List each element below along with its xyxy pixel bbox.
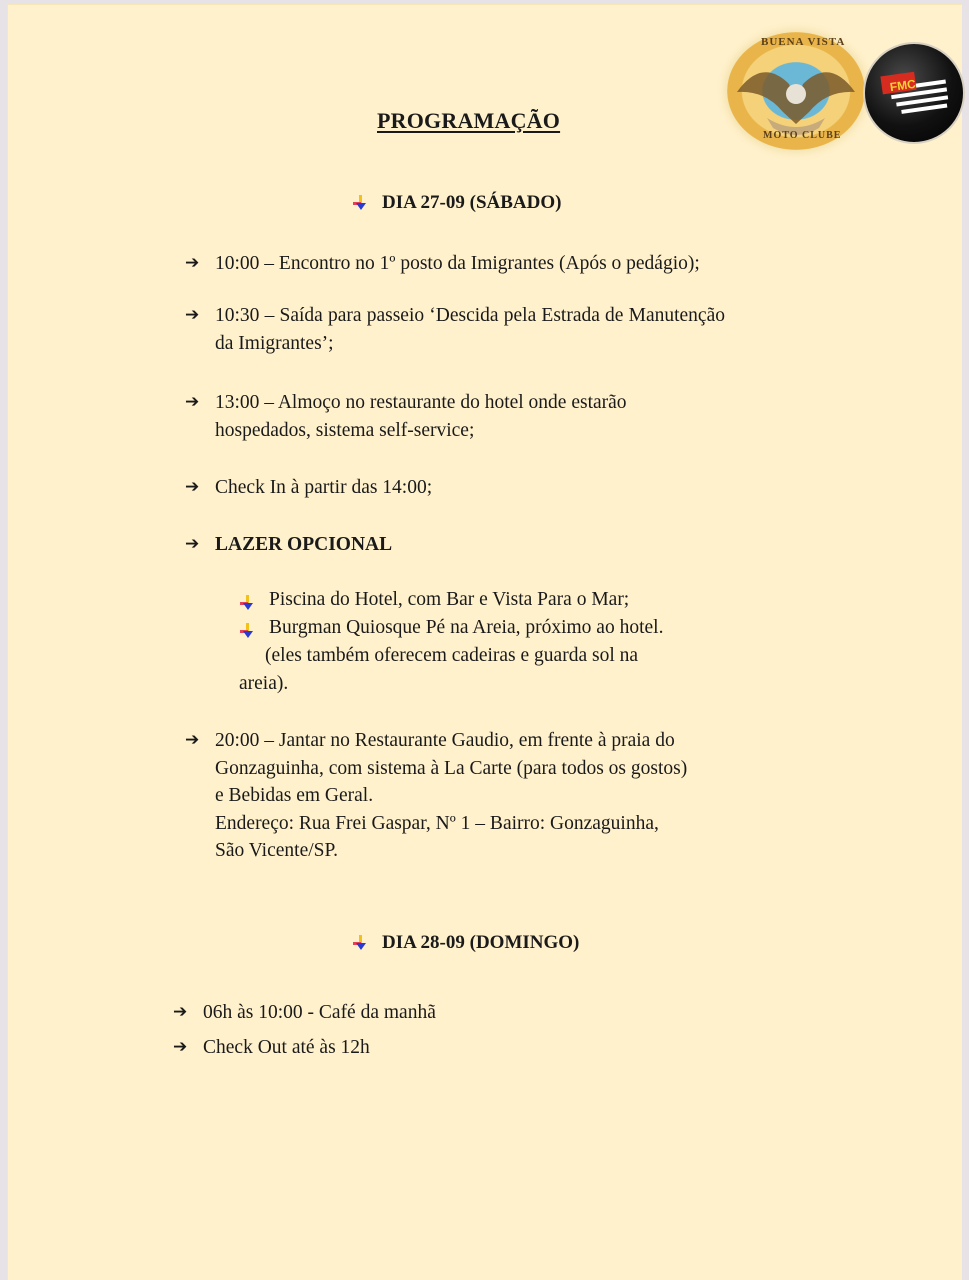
arrow-right-icon: ➔ xyxy=(173,1037,188,1057)
leisure-note-line: (eles também oferecem cadeiras e guarda sol na xyxy=(265,645,639,666)
schedule-item xyxy=(173,999,673,1027)
schedule-item-text: 10:30 – Saída para passeio ‘Descida pela Estrada de Manutenção da Imigrantes’; xyxy=(215,305,725,354)
schedule-item-text xyxy=(215,389,725,444)
schedule-item-dinner xyxy=(185,727,730,865)
logo-top-text: BUENA VISTA xyxy=(761,36,846,48)
schedule-item-text: 06h às 10:00 - Café da manhã xyxy=(203,1002,436,1023)
day-heading-sunday xyxy=(352,932,579,954)
arrow-right-icon: ➔ xyxy=(185,253,200,273)
leisure-subitem-text: Piscina do Hotel, com Bar e Vista Para o Mar; xyxy=(269,589,630,610)
document-page xyxy=(7,4,962,1280)
schedule-item xyxy=(173,1034,673,1062)
page-title: PROGRAMAÇÃO xyxy=(377,108,561,133)
logo-bottom-text: MOTO CLUBE xyxy=(763,130,842,141)
arrow-down-bullet-icon xyxy=(352,935,370,951)
svg-text:FMC: FMC xyxy=(888,76,917,95)
buena-vista-logo xyxy=(727,32,865,150)
schedule-item xyxy=(185,250,725,278)
address-line: Endereço: Rua Frei Gaspar, Nº 1 – Bairro: Gonzaguinha, xyxy=(215,812,659,834)
leisure-note-line: areia). xyxy=(239,673,289,694)
text-line: 13:00 – Almoço no restaurante do hotel onde estarão xyxy=(215,392,627,413)
text-line: Gonzaguinha, com sistema à La Carte (para todos os gostos) xyxy=(215,757,688,779)
arrow-right-icon: ➔ xyxy=(185,534,200,554)
leisure-subitem xyxy=(239,614,719,642)
arrow-down-bullet-icon xyxy=(239,620,257,636)
address-line: São Vicente/SP. xyxy=(215,840,339,861)
schedule-item xyxy=(185,302,725,357)
day-heading-text: DIA 27-09 (SÁBADO) xyxy=(382,192,562,213)
fmc-logo xyxy=(863,42,965,144)
arrow-right-icon: ➔ xyxy=(173,1002,188,1022)
text-line: e Bebidas em Geral. xyxy=(215,785,374,806)
arrow-right-icon: ➔ xyxy=(185,392,200,412)
arrow-down-bullet-icon xyxy=(352,195,370,211)
arrow-right-icon: ➔ xyxy=(185,477,200,497)
leisure-subitem-text: Burgman Quiosque Pé na Areia, próximo ao hotel. xyxy=(269,617,664,638)
leisure-subitem xyxy=(239,586,719,614)
schedule-item xyxy=(185,474,725,502)
schedule-item-text: 10:00 – Encontro no 1º posto da Imigrantes (Após o pedágio); xyxy=(215,253,700,274)
schedule-item-text xyxy=(215,727,730,865)
text-line: 20:00 – Jantar no Restaurante Gaudio, em frente à praia do xyxy=(215,730,675,751)
schedule-item-text: Check In à partir das 14:00; xyxy=(215,477,433,498)
day-heading-saturday xyxy=(352,192,561,214)
leisure-subitems xyxy=(239,586,719,698)
arrow-right-icon: ➔ xyxy=(185,730,200,750)
arrow-right-icon: ➔ xyxy=(185,305,200,325)
schedule-item xyxy=(185,389,725,444)
schedule-item-leisure xyxy=(185,531,725,559)
arrow-down-bullet-icon xyxy=(239,592,257,608)
text-line: hospedados, sistema self-service; xyxy=(215,419,475,441)
schedule-item-text: LAZER OPCIONAL xyxy=(215,534,393,555)
schedule-item-text: Check Out até às 12h xyxy=(203,1037,370,1058)
day-heading-text: DIA 28-09 (DOMINGO) xyxy=(382,932,580,953)
